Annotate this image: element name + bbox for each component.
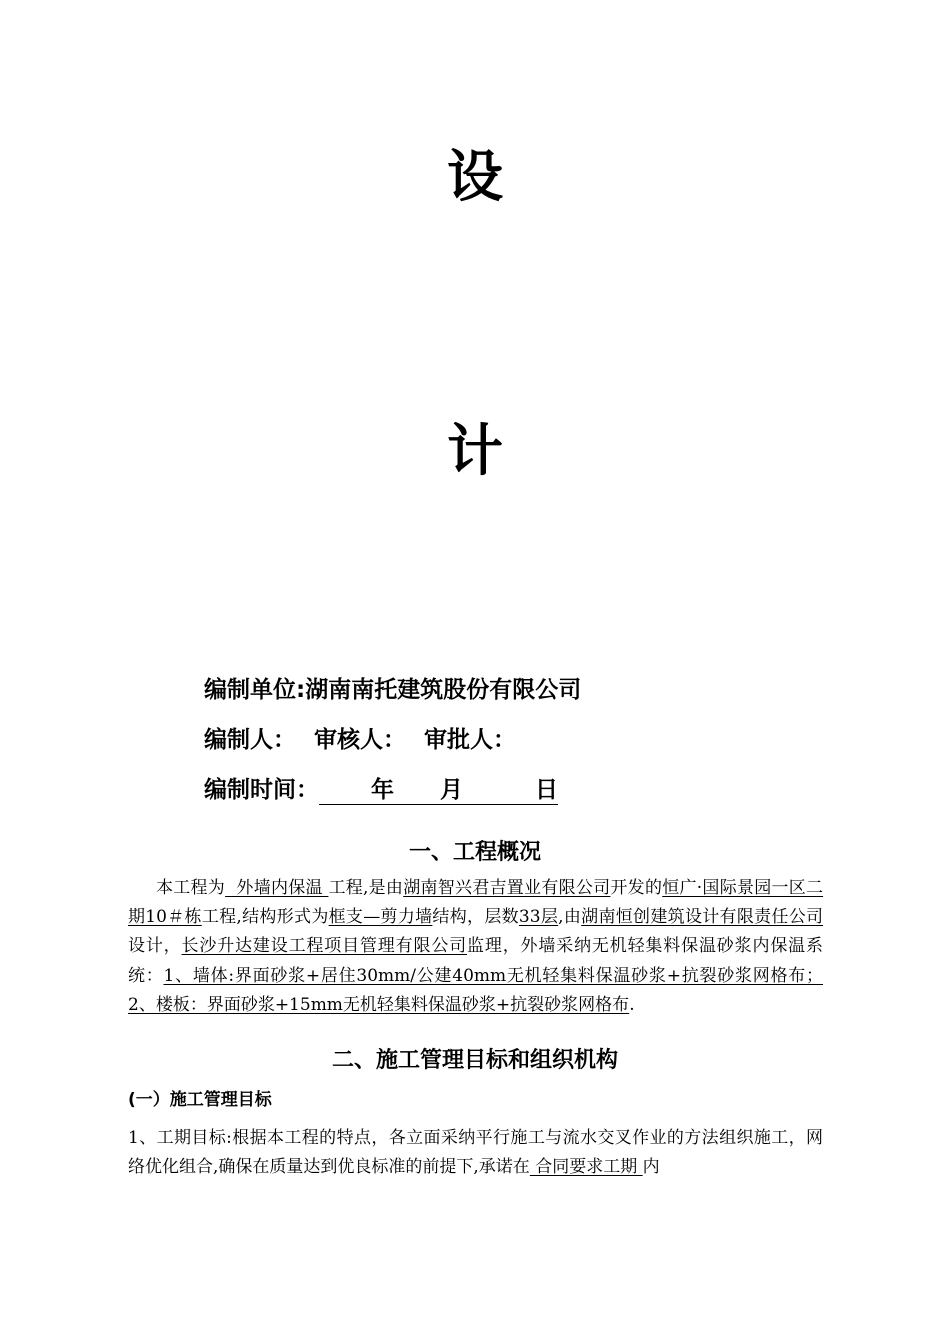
date-month: 月 (440, 777, 463, 803)
compile-date-label: 编制时间： (204, 777, 319, 803)
cover-title-char-1: 设 (447, 145, 503, 210)
text-run: ,由 (558, 907, 582, 928)
schedule-goal-paragraph (128, 1124, 823, 1182)
text-run: 本工程为 (156, 878, 226, 898)
compiling-unit-line (204, 675, 581, 705)
project-name: 恒广·国际景园一区二期10＃栋 (128, 878, 824, 928)
text-run: 结构，层数 (432, 907, 519, 928)
designer-name: 湖南恒创建筑设计有限责任公司 (581, 907, 824, 928)
text-run: 内 (642, 1157, 660, 1178)
text-run: 监理，外墙采纳无机轻集料保温砂浆内保温系统： (128, 936, 824, 986)
text-run: . (629, 994, 635, 1015)
structure-type: 框支—剪力墙 (328, 907, 433, 928)
section-heading-management: 二、施工管理目标和组织机构 (331, 1048, 618, 1073)
compile-date-line (204, 775, 558, 805)
date-year: 年 (371, 777, 394, 803)
text-run: 设计， (128, 936, 182, 957)
section-heading-overview: 一、工程概况 (408, 840, 541, 865)
date-blank (319, 776, 558, 805)
supervisor-name: 长沙升达建设工程项目管理有限公司 (181, 936, 468, 957)
developer-name: 湖南智兴君吉置业有限公司 (403, 878, 611, 898)
contract-period: 合同要求工期 (529, 1157, 643, 1178)
approver-label: 审批人： (424, 727, 516, 753)
cover-title-char-2: 计 (447, 419, 503, 484)
floor-count: 33层 (518, 907, 559, 928)
text-run: 工程,是由 (328, 878, 404, 898)
text-run: 开发的 (610, 878, 663, 898)
editor-label: 编制人： (204, 727, 296, 753)
compiling-unit-value: 湖南南托建筑股份有限公司 (305, 677, 582, 703)
compiling-unit-label: 编制单位: (204, 677, 306, 703)
reviewer-label: 审核人： (314, 727, 406, 753)
personnel-line (204, 725, 516, 755)
insulation-system-spec: 1、墙体:界面砂浆+居住30mm/公建40mm无机轻集料保温砂浆+抗裂砂浆网格布；2、楼板：界面砂浆+15mm无机轻集料保温砂浆+抗裂砂浆网格布 (128, 965, 823, 1015)
project-overview-paragraph (128, 874, 823, 1020)
text-run: 工程,结构形式为 (201, 907, 329, 928)
text-run: 1、工期目标:根据本工程的特点，各立面采纳平行施工与流水交叉作业的方法组织施工，网络优化组合,确保在质量达到优良标准的前提下,承诺在 (128, 1128, 823, 1178)
date-day: 日 (535, 777, 558, 803)
subheading-management-goals: (一）施工管理目标 (128, 1090, 272, 1110)
project-type: 外墙内保温 (225, 878, 329, 898)
